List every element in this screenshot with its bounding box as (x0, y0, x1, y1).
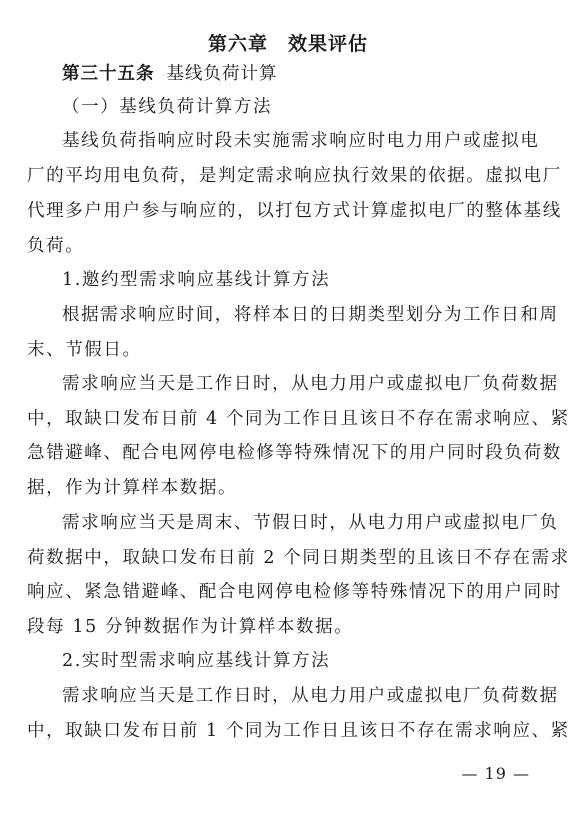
paragraph-line: 根据需求响应时间，将样本日的日期类型划分为工作日和周 (62, 305, 559, 325)
paragraph-line: 中，取缺口发布日前 1 个同为工作日且该日不存在需求响应、紧 (27, 721, 570, 741)
paragraph-line: 段每 15 分钟数据作为计算样本数据。 (27, 617, 354, 637)
paragraph-line: 基线负荷指响应时段未实施需求响应时电力用户或虚拟电 (62, 131, 540, 151)
paragraph-line: 荷数据中，取缺口发布日前 2 个同日期类型的且该日不存在需求 (27, 548, 570, 568)
paragraph-line: 末、节假日。 (27, 340, 142, 360)
paragraph-line: 中，取缺口发布日前 4 个同为工作日且该日不存在需求响应、紧 (27, 409, 570, 429)
article-heading (62, 66, 538, 84)
paragraph-line: 代理多户用户参与响应的，以打包方式计算虚拟电厂的整体基线 (27, 201, 562, 221)
paragraph-line: 据，作为计算样本数据。 (27, 478, 238, 498)
section-heading: （一）基线负荷计算方法 (62, 97, 273, 117)
paragraph-line: 厂的平均用电负荷，是判定需求响应执行效果的依据。虚拟电厂 (27, 166, 562, 186)
article-label: 第三十五条 (62, 64, 155, 84)
page-number: — 19 — (461, 764, 530, 783)
chapter-title: 第六章 效果评估 (207, 33, 368, 55)
subsection-heading: 2.实时型需求响应基线计算方法 (62, 651, 331, 671)
paragraph-line: 需求响应当天是工作日时，从电力用户或虚拟电厂负荷数据 (62, 686, 559, 706)
paragraph-line: 响应、紧急错避峰、配合电网停电检修等特殊情况下的用户同时 (27, 582, 562, 602)
article-title: 基线负荷计算 (166, 64, 278, 84)
paragraph-line: 急错避峰、配合电网停电检修等特殊情况下的用户同时段负荷数 (27, 443, 562, 463)
paragraph-line: 需求响应当天是周末、节假日时，从电力用户或虚拟电厂负 (62, 513, 559, 533)
subsection-heading: 1.邀约型需求响应基线计算方法 (62, 270, 331, 290)
paragraph-line: 负荷。 (27, 236, 85, 256)
paragraph-line: 需求响应当天是工作日时，从电力用户或虚拟电厂负荷数据 (62, 374, 559, 394)
